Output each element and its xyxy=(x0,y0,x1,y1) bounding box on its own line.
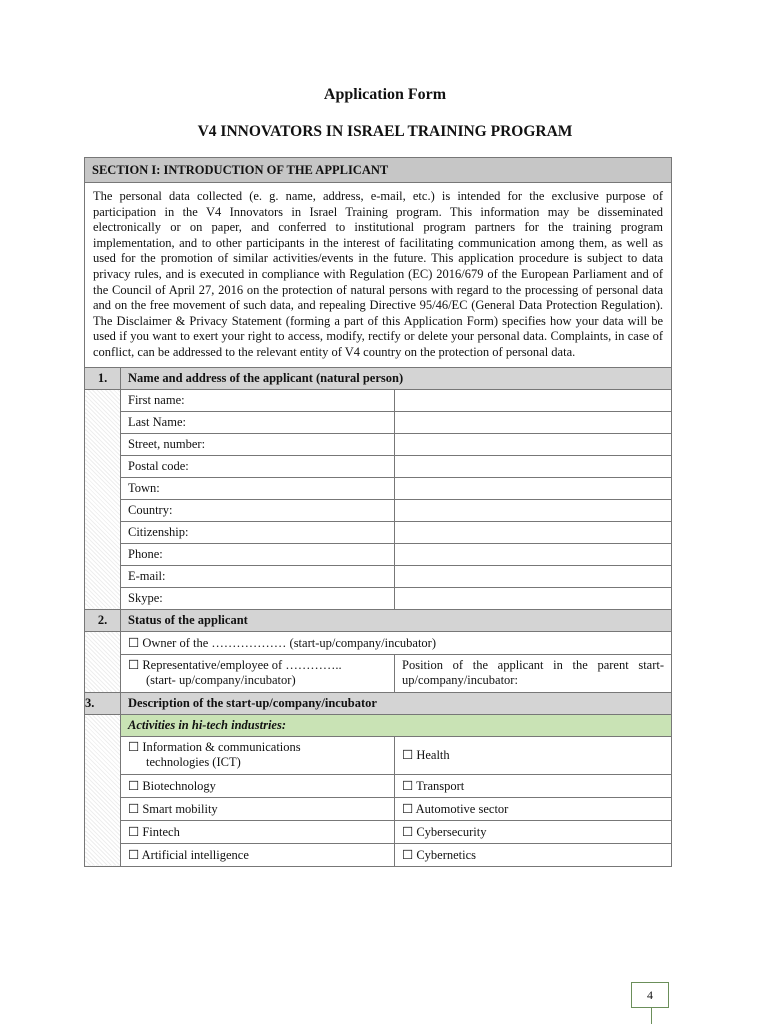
first-name-input[interactable] xyxy=(395,389,672,411)
health-checkbox-option[interactable]: ☐ Health xyxy=(395,736,672,774)
page-title: Application Form xyxy=(323,86,447,103)
owner-checkbox-option[interactable]: ☐ Owner of the ……………… (start-up/company/incubator) xyxy=(121,631,672,654)
last-name-input[interactable] xyxy=(395,411,672,433)
question-label: Description of the start-up/company/incubator xyxy=(121,692,672,714)
field-label-last-name: Last Name: xyxy=(121,411,395,433)
fintech-checkbox-option[interactable]: ☐ Fintech xyxy=(121,820,395,843)
smart-mobility-checkbox-option[interactable]: ☐ Smart mobility xyxy=(121,797,395,820)
transport-checkbox-option[interactable]: ☐ Transport xyxy=(395,774,672,797)
question-label: Status of the applicant xyxy=(121,609,672,631)
page-number: 4 xyxy=(631,982,669,1008)
field-label-phone: Phone: xyxy=(121,543,395,565)
section-heading: SECTION I: INTRODUCTION OF THE APPLICANT xyxy=(85,158,672,183)
field-label-email: E-mail: xyxy=(121,565,395,587)
question-number: 3. xyxy=(85,692,121,714)
privacy-intro-text: The personal data collected (e. g. name, address, e-mail, etc.) is intended for the exclusive purpose of participation in the V4 Innovators in Israel Training program. This information may be disseminated electronically or on paper, and conferred to institutional program partners for the training program implementation, and to other participants in the interest of facilitating communication among them, as well as used for the promotion of similar activities/events in the future. This application procedure is subject to data privacy rules, and is executed in compliance with Regulation (EC) 2016/679 of the European Parliament and of the Council of April 27, 2016 on the protection of natural persons with regard to the processing of personal data and on the free movement of such data, and repealing Directive 95/46/EC (General Data Protection Regulation). The Disclaimer & Privacy Statement (forming a part of this Application Form) specifies how your data will be used if you want to exert your right to access, modify, rectify or delete your personal data. Complaints, in case of conflict, can be addressed to the relevant entity of V4 country on the protection of personal data. xyxy=(85,183,672,368)
email-input[interactable] xyxy=(395,565,672,587)
field-label-town: Town: xyxy=(121,477,395,499)
question-number: 2. xyxy=(85,609,121,631)
position-field[interactable]: Position of the applicant in the parent start-up/company/incubator: xyxy=(395,654,672,692)
field-label-skype: Skype: xyxy=(121,587,395,609)
field-label-first-name: First name: xyxy=(121,389,395,411)
representative-label: ☐ Representative/employee of ………….. xyxy=(128,657,342,672)
field-label-country: Country: xyxy=(121,499,395,521)
ai-checkbox-option[interactable]: ☐ Artificial intelligence xyxy=(121,843,395,866)
question-label: Name and address of the applicant (natural person) xyxy=(121,367,672,389)
biotech-checkbox-option[interactable]: ☐ Biotechnology xyxy=(121,774,395,797)
representative-checkbox-option[interactable] xyxy=(121,654,395,692)
automotive-checkbox-option[interactable]: ☐ Automotive sector xyxy=(395,797,672,820)
skype-input[interactable] xyxy=(395,587,672,609)
postal-code-input[interactable] xyxy=(395,455,672,477)
cybernetics-checkbox-option[interactable]: ☐ Cybernetics xyxy=(395,843,672,866)
hatched-margin xyxy=(85,389,121,609)
ict-sublabel: technologies (ICT) xyxy=(146,755,241,770)
question-number: 1. xyxy=(85,367,121,389)
hatched-margin xyxy=(85,631,121,692)
phone-input[interactable] xyxy=(395,543,672,565)
field-label-postal-code: Postal code: xyxy=(121,455,395,477)
country-input[interactable] xyxy=(395,499,672,521)
field-label-street: Street, number: xyxy=(121,433,395,455)
street-input[interactable] xyxy=(395,433,672,455)
field-label-citizenship: Citizenship: xyxy=(121,521,395,543)
representative-sublabel: (start- up/company/incubator) xyxy=(146,673,296,688)
ict-checkbox-option[interactable] xyxy=(121,736,395,774)
hatched-margin xyxy=(85,714,121,866)
ict-label: ☐ Information & communications xyxy=(128,739,301,754)
citizenship-input[interactable] xyxy=(395,521,672,543)
town-input[interactable] xyxy=(395,477,672,499)
activities-heading: Activities in hi-tech industries: xyxy=(121,714,672,736)
cybersecurity-checkbox-option[interactable]: ☐ Cybersecurity xyxy=(395,820,672,843)
application-form-table xyxy=(84,157,672,867)
page-number-rule xyxy=(651,1007,652,1024)
program-subtitle: V4 INNOVATORS IN ISRAEL TRAINING PROGRAM xyxy=(197,123,573,140)
